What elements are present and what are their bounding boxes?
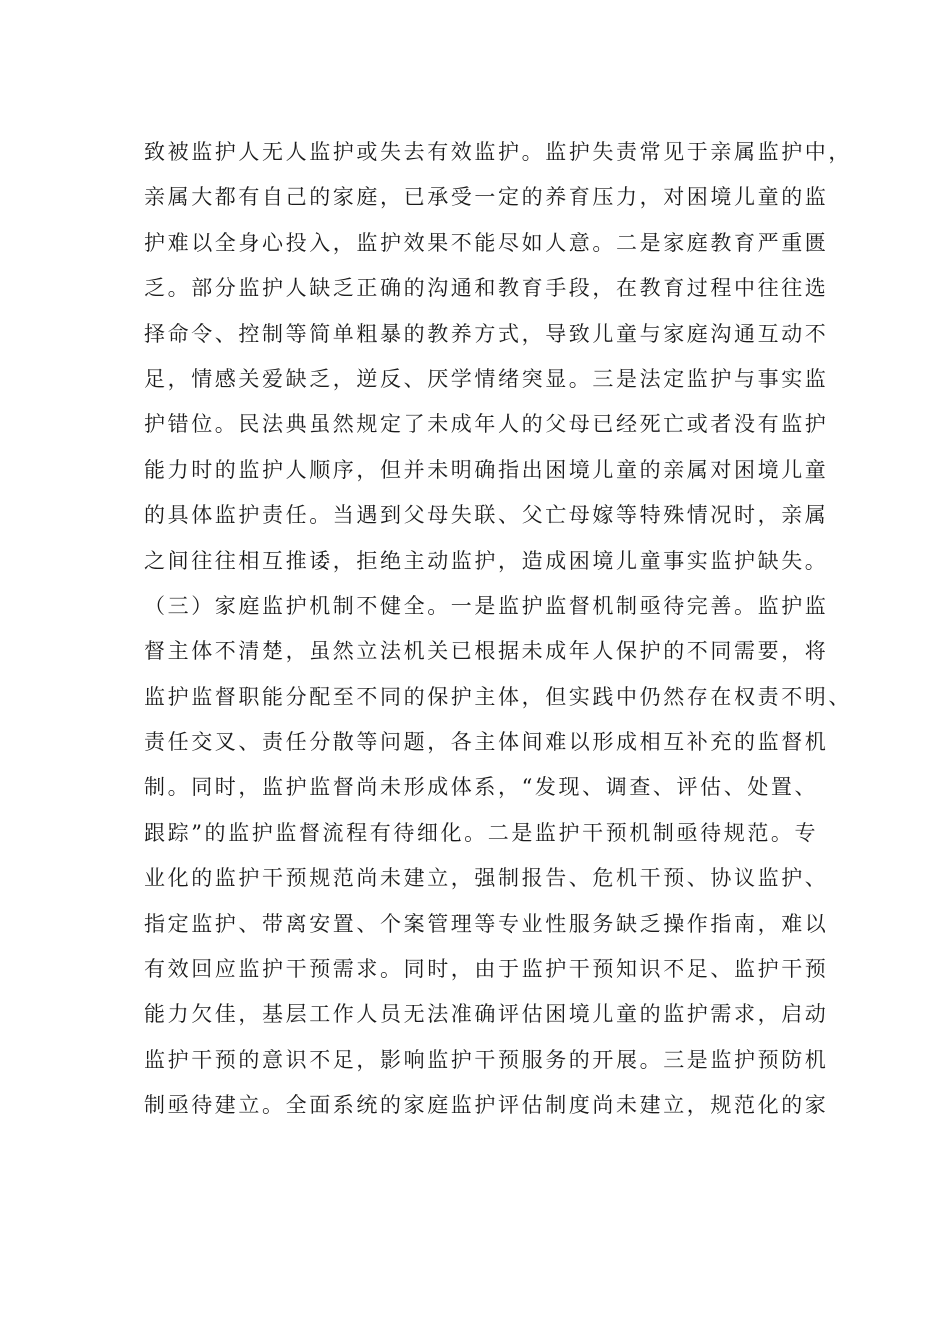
text-line: 跟踪”的监护监督流程有待细化。二是监护干预机制亟待规范。专 [144,820,819,845]
text-line: 护错位。民法典虽然规定了未成年人的父母已经死亡或者没有监护 [144,412,829,437]
text-line: 制亟待建立。全面系统的家庭监护评估制度尚未建立，规范化的家 [144,1093,829,1118]
text-line: 足，情感关爱缺乏，逆反、厌学情绪突显。三是法定监护与事实监 [144,366,829,391]
section-heading-line: （三）家庭监护机制不健全。一是监护监督机制亟待完善。监护监 [144,593,829,618]
text-line: 指定监护、带离安置、个案管理等专业性服务缺乏操作指南，难以 [144,911,829,936]
text-line: 监护监督职能分配至不同的保护主体，但实践中仍然存在权责不明、 [144,684,852,709]
text-line: 业化的监护干预规范尚未建立，强制报告、危机干预、协议监护、 [144,866,829,891]
text-line: 制。同时，监护监督尚未形成体系，“发现、调查、评估、处置、 [144,775,819,800]
text-line: 之间往往相互推诿，拒绝主动监护，造成困境儿童事实监护缺失。 [144,548,829,573]
body-text [144,130,852,1129]
text-line: 乏。部分监护人缺乏正确的沟通和教育手段，在教育过程中往往选 [144,276,829,301]
text-line: 责任交叉、责任分散等问题，各主体间难以形成相互补充的监督机 [144,730,829,755]
text-line: 能力时的监护人顺序，但并未明确指出困境儿童的亲属对困境儿童 [144,457,829,482]
text-line: 致被监护人无人监护或失去有效监护。监护失责常见于亲属监护中， [144,140,852,164]
text-line: 亲属大都有自己的家庭，已承受一定的养育压力，对困境儿童的监 [144,185,829,210]
text-line: 择命令、控制等简单粗暴的教养方式，导致儿童与家庭沟通互动不 [144,321,829,346]
text-line: 监护干预的意识不足，影响监护干预服务的开展。三是监护预防机 [144,1047,829,1072]
text-line: 的具体监护责任。当遇到父母失联、父亡母嫁等特殊情况时，亲属 [144,503,829,528]
text-line: 能力欠佳，基层工作人员无法准确评估困境儿童的监护需求，启动 [144,1002,829,1027]
text-line: 护难以全身心投入，监护效果不能尽如人意。二是家庭教育严重匮 [144,230,829,255]
text-line: 有效回应监护干预需求。同时，由于监护干预知识不足、监护干预 [144,957,829,982]
text-line: 督主体不清楚，虽然立法机关已根据未成年人保护的不同需要，将 [144,639,829,664]
